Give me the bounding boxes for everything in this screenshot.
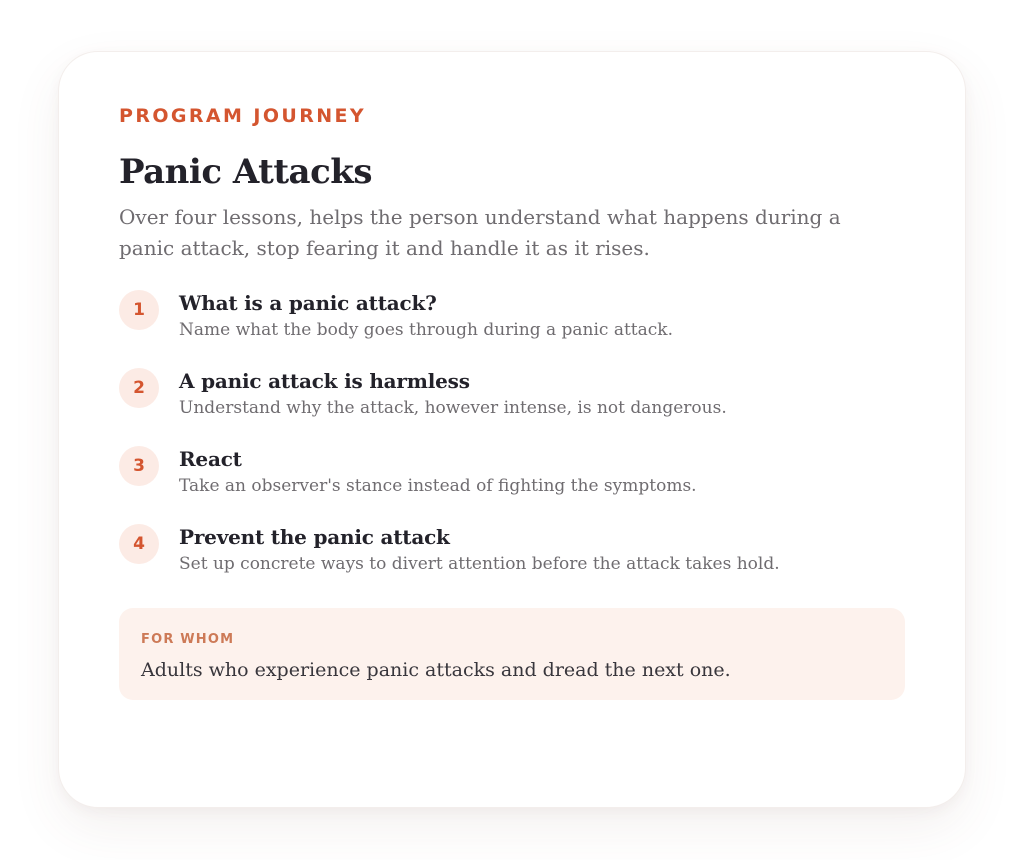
lesson-number-badge: 3 [119, 446, 159, 486]
lesson-item-3 [119, 444, 905, 522]
lesson-text [179, 522, 780, 576]
audience-panel [119, 608, 905, 700]
lesson-item-2 [119, 366, 905, 444]
lesson-number-badge: 4 [119, 524, 159, 564]
program-intro: Over four lessons, helps the person understand what happens during a panic attack, stop fearing it and handle it as it rises. [119, 205, 841, 260]
lesson-title: A panic attack is harmless [179, 369, 470, 393]
lesson-list [119, 288, 905, 600]
lesson-text [179, 288, 673, 342]
lesson-title: Prevent the panic attack [179, 525, 450, 549]
lesson-title: What is a panic attack? [179, 291, 437, 315]
audience-label: FOR WHOM [141, 632, 235, 647]
lesson-text [179, 366, 727, 420]
lesson-description: Set up concrete ways to divert attention before the attack takes hold. [179, 554, 780, 574]
page-title: Panic Attacks [119, 152, 372, 192]
lesson-description: Understand why the attack, however intense, is not dangerous. [179, 398, 727, 418]
lesson-description: Name what the body goes through during a panic attack. [179, 320, 674, 340]
program-card [58, 51, 966, 808]
lesson-number-badge: 2 [119, 368, 159, 408]
program-eyebrow: PROGRAM JOURNEY [119, 105, 367, 127]
lesson-title: React [179, 447, 242, 471]
lesson-item-1 [119, 288, 905, 366]
audience-text: Adults who experience panic attacks and dread the next one. [141, 659, 731, 681]
lesson-text [179, 444, 697, 498]
lesson-description: Take an observer's stance instead of fighting the symptoms. [179, 476, 697, 496]
lesson-item-4 [119, 522, 905, 600]
lesson-number-badge: 1 [119, 290, 159, 330]
